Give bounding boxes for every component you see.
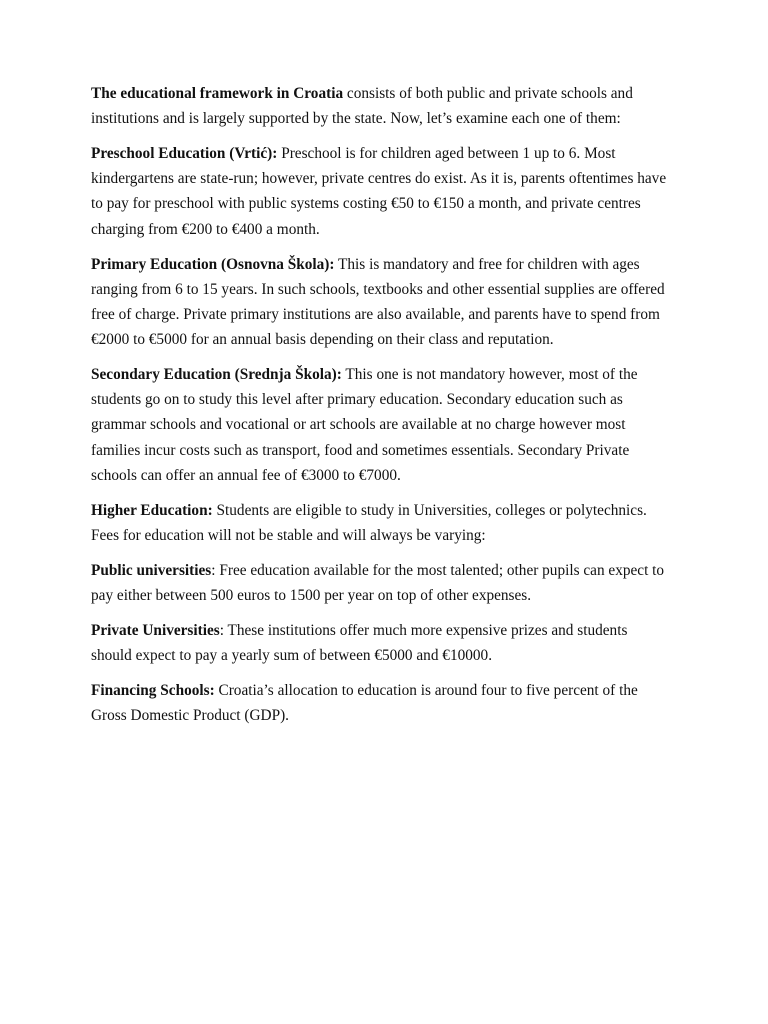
paragraph [91,81,691,131]
text-line [91,643,691,668]
paragraph-text: institutions and is largely supported by the state. Now, let’s examine each one of them: [91,110,621,128]
paragraph [91,618,691,668]
paragraph [91,558,691,608]
document-body [91,81,691,738]
paragraph [91,678,691,728]
paragraph-text: consists of both public and private schools and [343,85,633,102]
paragraph [91,362,691,488]
paragraph-text: ranging from 6 to 15 years. In such schools, textbooks and other essential supplies are offered [91,280,665,298]
text-line [91,217,691,242]
paragraph-text: free of charge. Private primary institutions are also available, and parents have to spend from [91,305,660,323]
text-line [91,558,691,583]
paragraph-text: charging from €200 to €400 a month. [91,220,320,238]
paragraph-text: kindergartens are state-run; however, private centres do exist. As it is, parents oftentimes have [91,170,667,188]
paragraph-text: Students are eligible to study in Universities, colleges or polytechnics. [212,501,647,519]
paragraph-text: €2000 to €5000 for an annual basis depending on their class and reputation. [91,331,554,349]
text-line [91,678,691,703]
paragraph-text: schools can offer an annual fee of €3000 to €7000. [91,466,401,484]
paragraph-lead: Secondary Education (Srednja Škola): [91,366,342,384]
paragraph-lead: Financing Schools: [91,682,215,700]
text-line [91,498,691,523]
paragraph [91,498,691,548]
paragraph-text: : Free education available for the most talented; other pupils can expect to [211,561,665,579]
paragraph-text: Croatia’s allocation to education is around four to five percent of the [214,682,638,700]
text-line [91,463,691,488]
paragraph-lead: The educational framework in Croatia [91,85,344,102]
text-line [91,583,691,608]
paragraph-text: students go on to study this level after primary education. Secondary education such as [91,391,623,409]
text-line [91,327,691,352]
paragraph-lead: Public universities [91,561,212,579]
paragraph-text: This is mandatory and free for children with ages [334,255,640,273]
paragraph-text: Preschool is for children aged between 1 up to 6. Most [277,145,616,163]
text-line [91,703,691,728]
text-line [91,438,691,463]
paragraph-lead: Preschool Education (Vrtić): [91,145,278,163]
text-line [91,106,691,131]
paragraph [91,141,691,242]
text-line [91,523,691,548]
text-line [91,141,691,166]
paragraph-text: should expect to pay a yearly sum of between €5000 and €10000. [91,647,493,665]
text-line [91,387,691,412]
paragraph-lead: Higher Education: [91,501,213,519]
text-line [91,81,691,106]
paragraph-text: Gross Domestic Product (GDP). [91,707,289,725]
text-line [91,252,691,277]
paragraph-text: This one is not mandatory however, most of the [341,366,638,384]
paragraph-text: Fees for education will not be stable and will always be varying: [91,526,486,544]
text-line [91,191,691,216]
paragraph-text: grammar schools and vocational or art schools are available at no charge however most [91,416,626,434]
paragraph-lead: Private Universities [91,622,220,640]
text-line [91,618,691,643]
paragraph-text: to pay for preschool with public systems costing €50 to €150 a month, and private centres [91,195,641,213]
text-line [91,277,691,302]
paragraph-text: : These institutions offer much more expensive prizes and students [219,622,628,640]
text-line [91,302,691,327]
paragraph [91,252,691,353]
text-line [91,166,691,191]
paragraph-text: pay either between 500 euros to 1500 per year on top of other expenses. [91,586,532,604]
text-line [91,362,691,387]
paragraph-text: families incur costs such as transport, food and sometimes essentials. Secondary Private [91,441,630,459]
paragraph-lead: Primary Education (Osnovna Škola): [91,255,335,273]
text-line [91,412,691,437]
